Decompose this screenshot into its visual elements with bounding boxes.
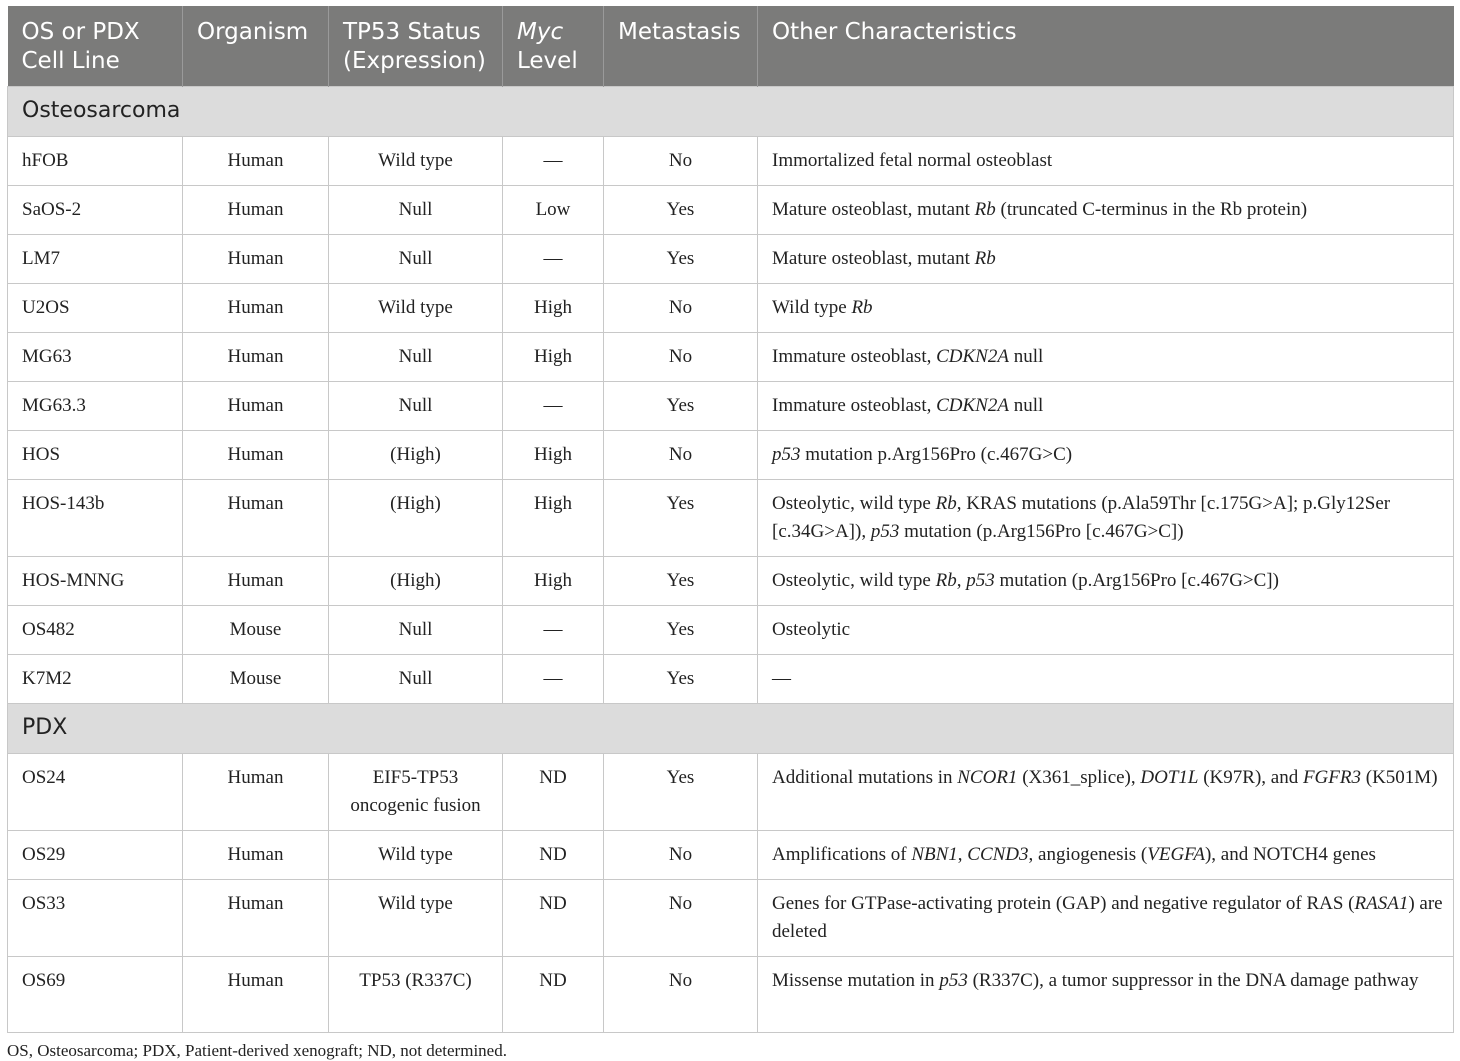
cell-line-name: SaOS-2 <box>8 186 183 235</box>
cell-line-name: U2OS <box>8 284 183 333</box>
text-segment: , <box>957 844 968 865</box>
cell-other-characteristics <box>758 284 1454 333</box>
text-segment: Amplifications of <box>772 844 912 865</box>
cell-line-table <box>7 6 1454 1033</box>
table-row <box>8 431 1454 480</box>
gene-name-italic: CDKN2A <box>936 346 1009 367</box>
cell-tp53-status: Wild type <box>329 831 503 880</box>
cell-metastasis: Yes <box>604 557 758 606</box>
cell-tp53-status: Wild type <box>329 880 503 957</box>
table-row <box>8 186 1454 235</box>
text-segment: Missense mutation in <box>772 970 940 991</box>
text-segment: Mature osteoblast, mutant <box>772 248 975 269</box>
header-tp53-status: TP53 Status (Expression) <box>329 6 503 87</box>
text-segment: Osteolytic, wild type <box>772 570 936 591</box>
cell-myc-level: ND <box>503 831 604 880</box>
cell-other-characteristics <box>758 333 1454 382</box>
text-segment: Genes for GTPase-activating protein (GAP) and negative regulator of RAS ( <box>772 893 1355 914</box>
cell-other-characteristics <box>758 431 1454 480</box>
text-segment: Osteolytic, wild type <box>772 493 936 514</box>
cell-myc-level: High <box>503 284 604 333</box>
section-row <box>8 704 1454 754</box>
text-segment: ) are deleted <box>772 893 1443 942</box>
table-row <box>8 284 1454 333</box>
text-segment: (X361_splice), <box>1017 767 1141 788</box>
table-row <box>8 606 1454 655</box>
cell-organism: Human <box>183 137 329 186</box>
cell-organism: Human <box>183 957 329 1033</box>
section-title: Osteosarcoma <box>8 87 1454 137</box>
text-segment: (truncated C-terminus in the Rb protein) <box>995 199 1308 220</box>
cell-line-name: OS24 <box>8 754 183 831</box>
gene-name-italic: Rb <box>935 570 957 591</box>
text-segment: Immature osteoblast, <box>772 346 937 367</box>
text-segment: Immortalized fetal normal osteoblast <box>772 150 1053 171</box>
text-segment: mutation (p.Arg156Pro [c.467G>C]) <box>899 521 1184 542</box>
gene-name-italic: NBN1 <box>911 844 958 865</box>
cell-organism: Human <box>183 284 329 333</box>
cell-other-characteristics <box>758 754 1454 831</box>
cell-line-name: OS33 <box>8 880 183 957</box>
table-row <box>8 382 1454 431</box>
cell-organism: Human <box>183 333 329 382</box>
cell-line-name: HOS-MNNG <box>8 557 183 606</box>
cell-myc-level: High <box>503 333 604 382</box>
text-segment: null <box>1008 395 1044 416</box>
header-myc-rest: Level <box>517 48 578 74</box>
cell-other-characteristics <box>758 880 1454 957</box>
text-segment: (K97R), and <box>1198 767 1303 788</box>
cell-metastasis: Yes <box>604 480 758 557</box>
cell-organism: Human <box>183 831 329 880</box>
gene-name-italic: p53 <box>966 570 995 591</box>
cell-tp53-status: EIF5-TP53 oncogenic fusion <box>329 754 503 831</box>
cell-line-name: K7M2 <box>8 655 183 704</box>
cell-organism: Mouse <box>183 606 329 655</box>
cell-other-characteristics <box>758 655 1454 704</box>
table-container <box>7 6 1453 1061</box>
table-row <box>8 880 1454 957</box>
cell-metastasis: No <box>604 831 758 880</box>
cell-myc-level: High <box>503 431 604 480</box>
header-myc-level <box>503 6 604 87</box>
gene-name-italic: Rb <box>974 248 996 269</box>
cell-tp53-status: Null <box>329 186 503 235</box>
cell-tp53-status: Null <box>329 606 503 655</box>
gene-name-italic: CCND3 <box>967 844 1029 865</box>
cell-metastasis: No <box>604 880 758 957</box>
table-row <box>8 235 1454 284</box>
section-title: PDX <box>8 704 1454 754</box>
cell-myc-level: ND <box>503 754 604 831</box>
cell-organism: Mouse <box>183 655 329 704</box>
cell-myc-level: — <box>503 606 604 655</box>
table-row <box>8 754 1454 831</box>
cell-metastasis: Yes <box>604 606 758 655</box>
cell-myc-level: High <box>503 480 604 557</box>
table-row <box>8 831 1454 880</box>
cell-myc-level: High <box>503 557 604 606</box>
gene-name-italic: FGFR3 <box>1302 767 1361 788</box>
cell-other-characteristics <box>758 831 1454 880</box>
table-row <box>8 137 1454 186</box>
cell-myc-level: — <box>503 235 604 284</box>
cell-organism: Human <box>183 431 329 480</box>
cell-other-characteristics <box>758 957 1454 1033</box>
text-segment: Additional mutations in <box>772 767 958 788</box>
cell-other-characteristics <box>758 382 1454 431</box>
cell-tp53-status: Null <box>329 382 503 431</box>
cell-line-name: HOS-143b <box>8 480 183 557</box>
text-segment: , angiogenesis ( <box>1028 844 1148 865</box>
cell-tp53-status: (High) <box>329 557 503 606</box>
text-segment: , <box>956 570 967 591</box>
cell-other-characteristics <box>758 557 1454 606</box>
cell-other-characteristics <box>758 480 1454 557</box>
table-row <box>8 557 1454 606</box>
cell-tp53-status: Null <box>329 333 503 382</box>
cell-metastasis: Yes <box>604 382 758 431</box>
table-row <box>8 957 1454 1033</box>
gene-name-italic: CDKN2A <box>936 395 1009 416</box>
text-segment: Mature osteoblast, mutant <box>772 199 975 220</box>
cell-other-characteristics <box>758 235 1454 284</box>
cell-metastasis: No <box>604 333 758 382</box>
cell-tp53-status: Wild type <box>329 137 503 186</box>
cell-myc-level: — <box>503 655 604 704</box>
cell-line-name: MG63.3 <box>8 382 183 431</box>
cell-metastasis: No <box>604 957 758 1033</box>
cell-tp53-status: (High) <box>329 480 503 557</box>
cell-other-characteristics <box>758 137 1454 186</box>
cell-organism: Human <box>183 557 329 606</box>
text-segment: (K501M) <box>1361 767 1438 788</box>
gene-name-italic: DOT1L <box>1140 767 1199 788</box>
cell-organism: Human <box>183 235 329 284</box>
cell-line-name: OS482 <box>8 606 183 655</box>
gene-name-italic: p53 <box>939 970 968 991</box>
cell-myc-level: ND <box>503 957 604 1033</box>
cell-organism: Human <box>183 754 329 831</box>
cell-tp53-status: (High) <box>329 431 503 480</box>
header-myc-italic: Myc <box>517 19 564 45</box>
text-segment: Wild type <box>772 297 852 318</box>
text-segment: Osteolytic <box>772 619 851 640</box>
cell-metastasis: Yes <box>604 235 758 284</box>
gene-name-italic: VEGFA <box>1147 844 1205 865</box>
cell-myc-level: Low <box>503 186 604 235</box>
cell-myc-level: ND <box>503 880 604 957</box>
gene-name-italic: RASA1 <box>1354 893 1409 914</box>
cell-metastasis: Yes <box>604 186 758 235</box>
cell-tp53-status: Null <box>329 655 503 704</box>
text-segment: null <box>1008 346 1044 367</box>
cell-metastasis: No <box>604 284 758 333</box>
table-footnote: OS, Osteosarcoma; PDX, Patient-derived xenograft; ND, not determined. <box>7 1041 507 1060</box>
cell-metastasis: No <box>604 137 758 186</box>
cell-line-name: HOS <box>8 431 183 480</box>
gene-name-italic: Rb <box>935 493 957 514</box>
cell-line-name: LM7 <box>8 235 183 284</box>
text-segment: mutation p.Arg156Pro (c.467G>C) <box>800 444 1073 465</box>
gene-name-italic: NCOR1 <box>957 767 1018 788</box>
header-other-characteristics: Other Characteristics <box>758 6 1454 87</box>
table-row <box>8 655 1454 704</box>
header-organism: Organism <box>183 6 329 87</box>
header-cell-line: OS or PDX Cell Line <box>8 6 183 87</box>
cell-line-name: hFOB <box>8 137 183 186</box>
cell-tp53-status: TP53 (R337C) <box>329 957 503 1033</box>
cell-myc-level: — <box>503 382 604 431</box>
table-row <box>8 333 1454 382</box>
cell-line-name: OS29 <box>8 831 183 880</box>
text-segment: ), and NOTCH4 genes <box>1204 844 1376 865</box>
cell-other-characteristics <box>758 186 1454 235</box>
text-segment: (R337C), a tumor suppressor in the DNA damage pathway <box>967 970 1419 991</box>
section-row <box>8 87 1454 137</box>
cell-organism: Human <box>183 186 329 235</box>
gene-name-italic: p53 <box>870 521 900 542</box>
cell-organism: Human <box>183 382 329 431</box>
text-segment: , KRAS mutations (p.Ala59Thr [c.175G>A]; p.Gly12Ser [c.34G>A]), <box>772 493 1391 542</box>
table-header-row <box>8 6 1454 87</box>
cell-metastasis: No <box>604 431 758 480</box>
gene-name-italic: p53 <box>772 444 801 465</box>
cell-organism: Human <box>183 880 329 957</box>
table-row <box>8 480 1454 557</box>
gene-name-italic: Rb <box>851 297 873 318</box>
cell-myc-level: — <box>503 137 604 186</box>
table-body <box>8 87 1454 1033</box>
cell-line-name: OS69 <box>8 957 183 1033</box>
cell-metastasis: Yes <box>604 754 758 831</box>
cell-tp53-status: Null <box>329 235 503 284</box>
text-segment: mutation (p.Arg156Pro [c.467G>C]) <box>994 570 1279 591</box>
cell-line-name: MG63 <box>8 333 183 382</box>
cell-metastasis: Yes <box>604 655 758 704</box>
cell-tp53-status: Wild type <box>329 284 503 333</box>
text-segment: Immature osteoblast, <box>772 395 937 416</box>
gene-name-italic: Rb <box>974 199 996 220</box>
cell-organism: Human <box>183 480 329 557</box>
cell-other-characteristics <box>758 606 1454 655</box>
text-segment: — <box>772 668 791 689</box>
header-metastasis: Metastasis <box>604 6 758 87</box>
